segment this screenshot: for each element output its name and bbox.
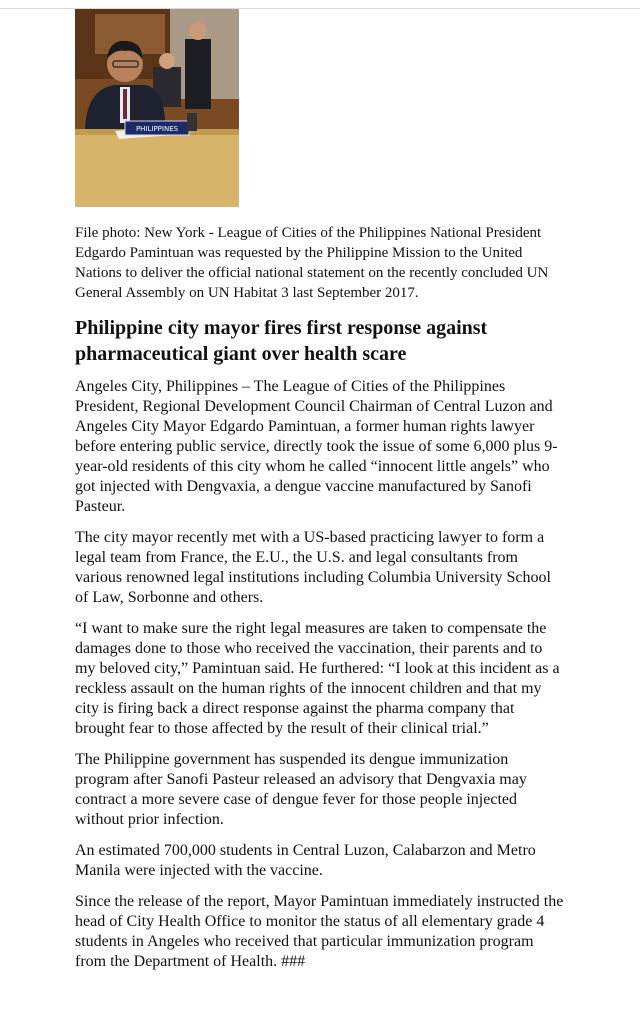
article-photo [75, 9, 239, 207]
paragraph: The Philippine government has suspended its dengue immunization program after Sanofi Pasteur released an advisory that Dengvaxia may contract a more severe case of dengue fever for those people injected without prior infection. [75, 751, 527, 828]
article [75, 223, 565, 983]
paragraph: The city mayor recently met with a US-based practicing lawyer to form a legal team from France, the E.U., the U.S. and legal consultants from various renowned legal institutions including Columbia University School of Law, Sorbonne and others. [75, 529, 551, 606]
paragraph: An estimated 700,000 students in Central Luzon, Calabarzon and Metro Manila were injected with the vaccine. [75, 842, 536, 879]
photo-caption: File photo: New York - League of Cities of the Philippines National President Edgardo Pamintuan was requested by the Philippine Mission to the United Nations to deliver the official national statement on the recently concluded UN General Assembly on UN Habitat 3 last September 2017. [75, 225, 549, 301]
paragraph: Since the release of the report, Mayor Pamintuan immediately instructed the head of City Health Office to monitor the status of all elementary grade 4 students in Angeles who received that particular immunization program from the Department of Health. ### [75, 893, 564, 970]
paragraph: “I want to make sure the right legal measures are taken to compensate the damages done to those who received the vaccination, their parents and to my beloved city,” Pamintuan said. He furthered: “I look at this incident as a reckless assault on the human rights of the innocent children and that my city is firing back a direct response against the pharma company that brought fear to those affected by the result of their clinical trial.” [75, 620, 560, 737]
photo-conference-icon [75, 9, 239, 207]
placard-text: PHILIPPINES [135, 125, 179, 133]
paragraph: Angeles City, Philippines – The League of Cities of the Philippines President, Regional Development Council Chairman of Central Luzon and Angeles City Mayor Edgardo Pamintuan, a former human rights lawyer before entering public service, directly took the issue of some 6,000 plus 9-year-old residents of this city whom he called “innocent little angels” who got injected with Dengvaxia, a dengue vaccine manufactured by Sanofi Pasteur. [75, 378, 558, 515]
headline: Philippine city mayor fires first response against pharmaceutical giant over health scare [75, 317, 488, 365]
